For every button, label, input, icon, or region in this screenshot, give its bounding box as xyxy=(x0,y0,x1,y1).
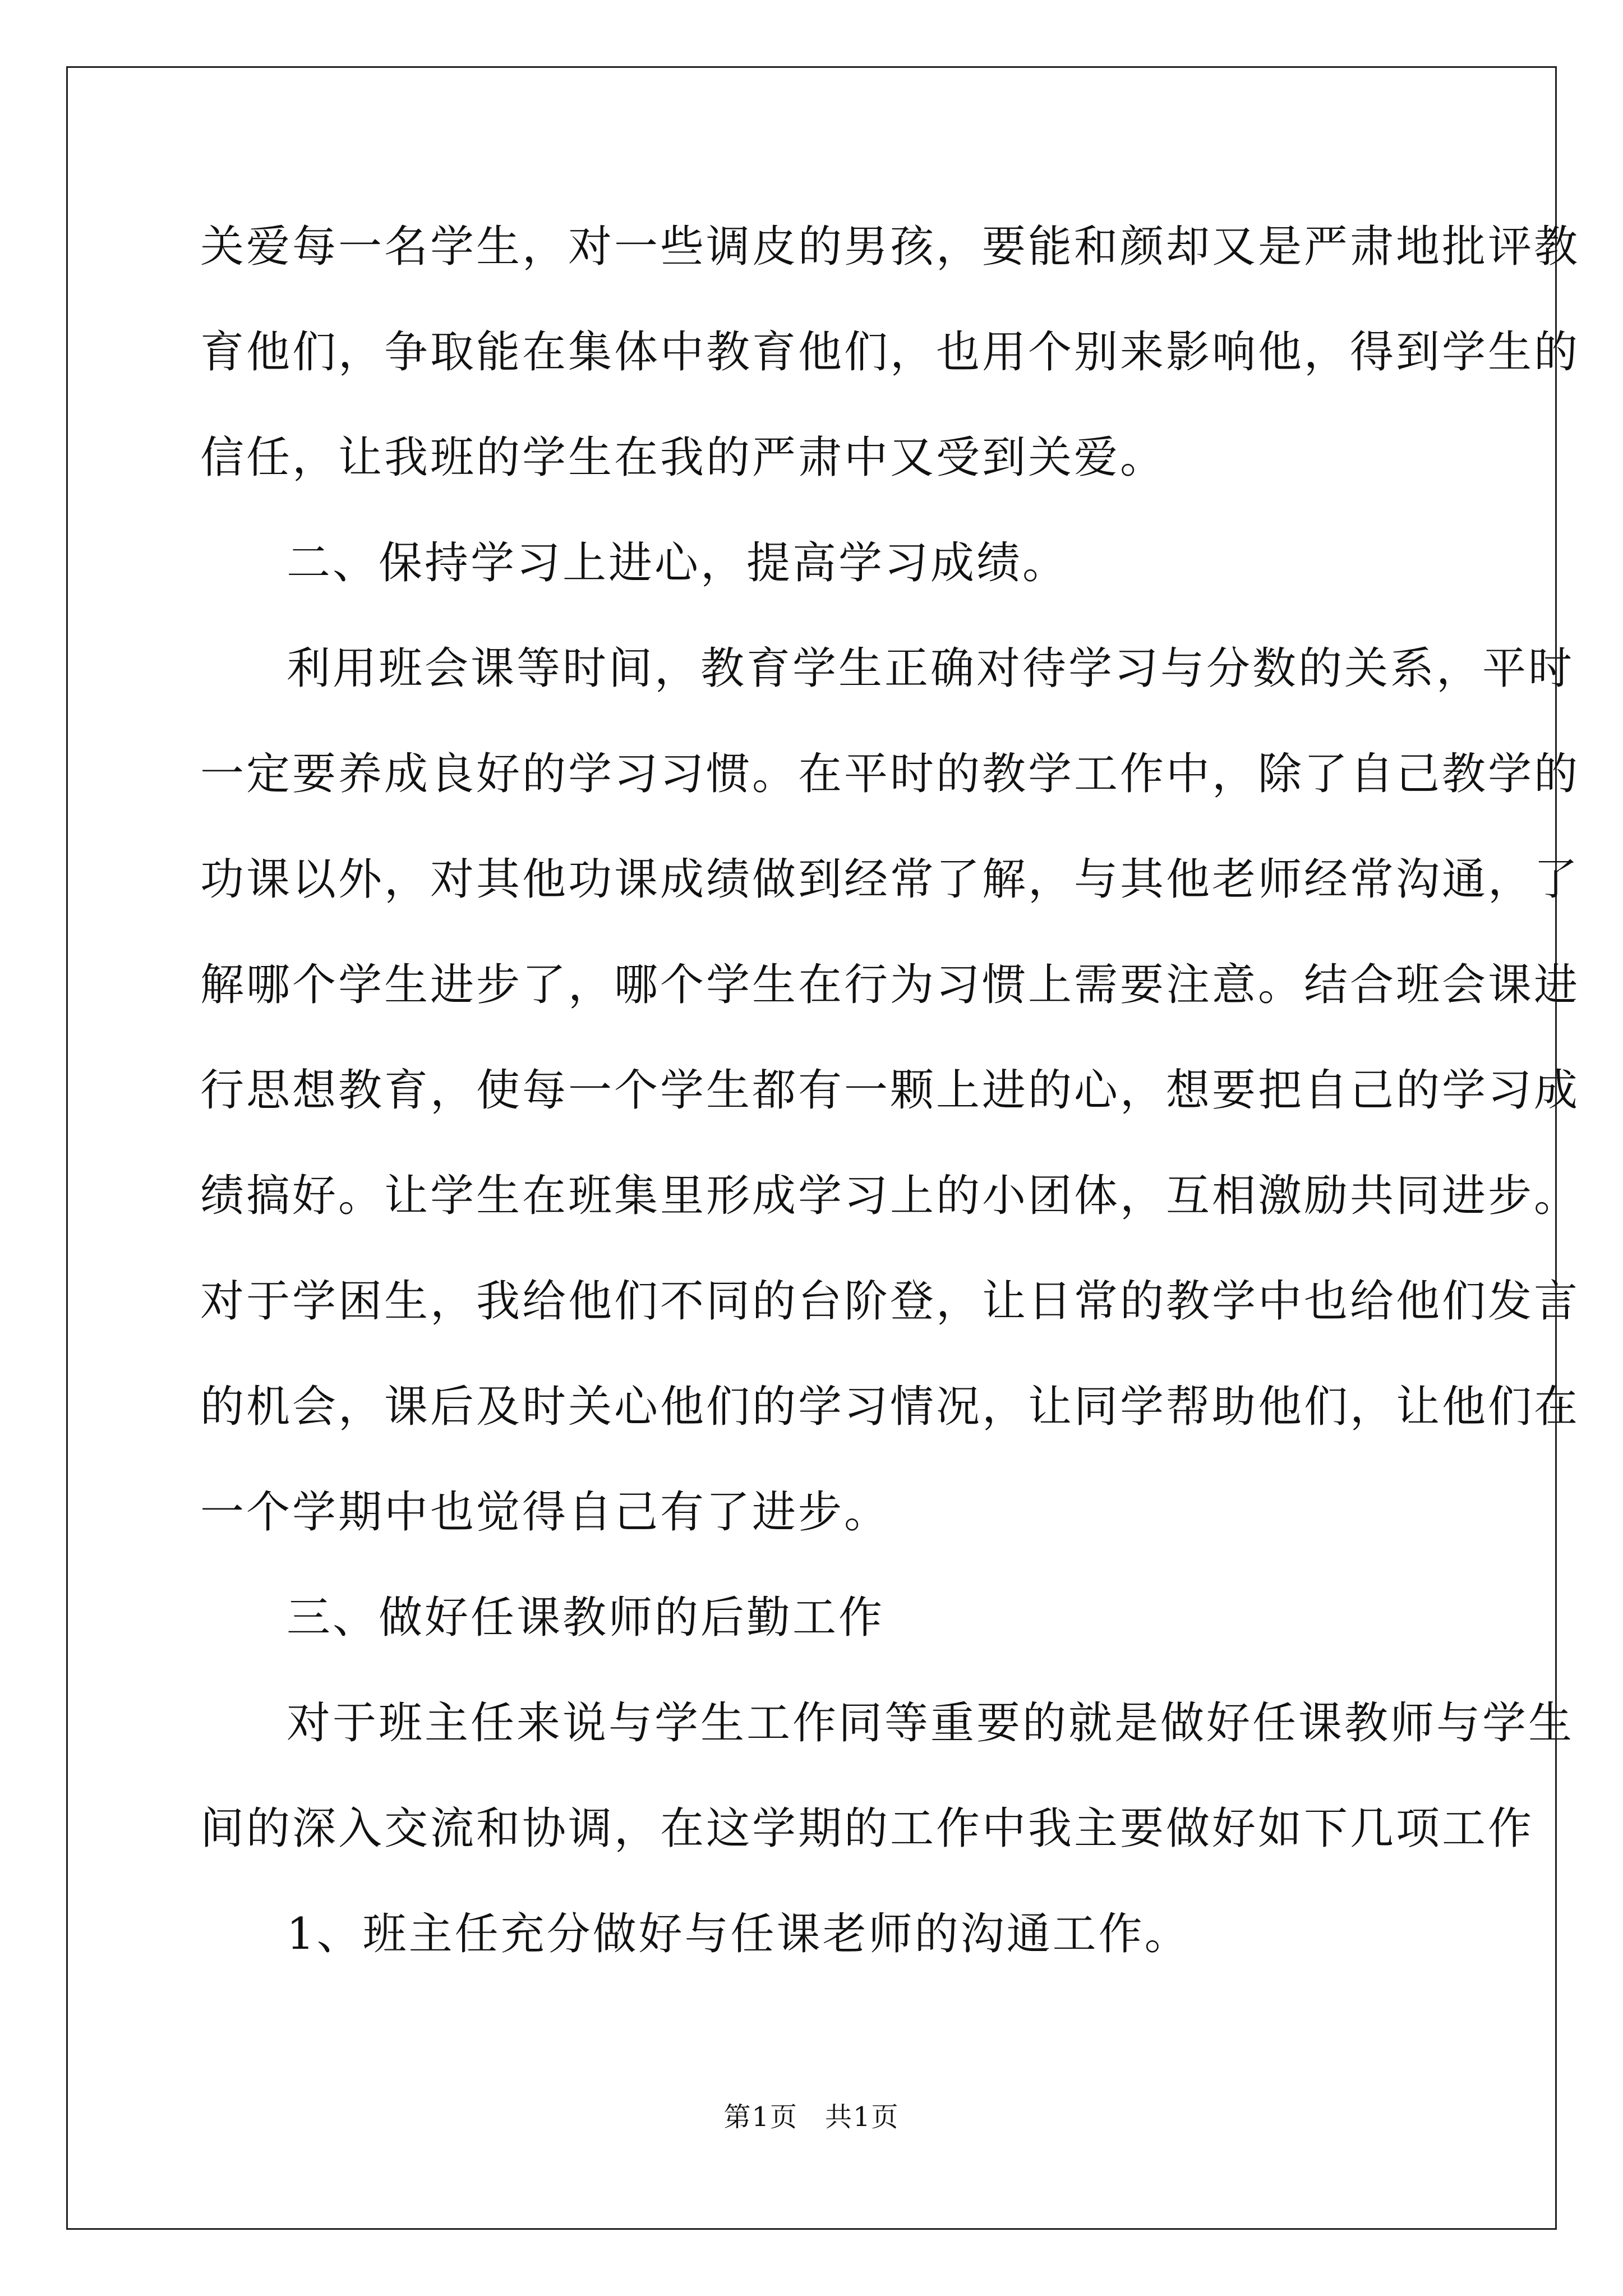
text-line: 对于学困生，我给他们不同的台阶登，让日常的教学中也给他们发言 xyxy=(200,1276,1580,1327)
text-line: 三、做好任课教师的后勤工作 xyxy=(287,1593,885,1643)
text-line: 解哪个学生进步了，哪个学生在行为习惯上需要注意。结合班会课进 xyxy=(200,960,1580,1010)
page-footer xyxy=(0,2095,1623,2134)
text-line: 育他们，争取能在集体中教育他们，也用个别来影响他，得到学生的 xyxy=(200,327,1580,378)
text-line: 利用班会课等时间，教育学生正确对待学习与分数的关系，平时 xyxy=(287,643,1575,694)
text-line: 行思想教育，使每一个学生都有一颗上进的心，想要把自己的学习成 xyxy=(200,1065,1580,1116)
text-line: 1、班主任充分做好与任课老师的沟通工作。 xyxy=(287,1909,1191,1959)
text-line: 功课以外，对其他功课成绩做到经常了解，与其他老师经常沟通，了 xyxy=(200,854,1580,905)
text-line: 对于班主任来说与学生工作同等重要的就是做好任课教师与学生 xyxy=(287,1698,1575,1749)
text-line: 一个学期中也觉得自己有了进步。 xyxy=(200,1487,891,1538)
text-line: 的机会，课后及时关心他们的学习情况，让同学帮助他们，让他们在 xyxy=(200,1382,1580,1432)
text-line: 间的深入交流和协调，在这学期的工作中我主要做好如下几项工作 xyxy=(200,1803,1534,1854)
text-line: 一定要养成良好的学习习惯。在平时的教学工作中，除了自己教学的 xyxy=(200,749,1580,799)
text-line: 二、保持学习上进心，提高学习成绩。 xyxy=(287,538,1069,588)
page-number-current: 第1页 xyxy=(723,2101,798,2133)
page-number-total: 共1页 xyxy=(825,2101,900,2133)
text-line: 关爱每一名学生，对一些调皮的男孩，要能和颜却又是严肃地批评教 xyxy=(200,222,1580,272)
document-body xyxy=(200,213,1580,2006)
text-line: 信任，让我班的学生在我的严肃中又受到关爱。 xyxy=(200,432,1166,483)
text-line: 绩搞好。让学生在班集里形成学习上的小团体，互相激励共同进步。 xyxy=(200,1171,1580,1221)
